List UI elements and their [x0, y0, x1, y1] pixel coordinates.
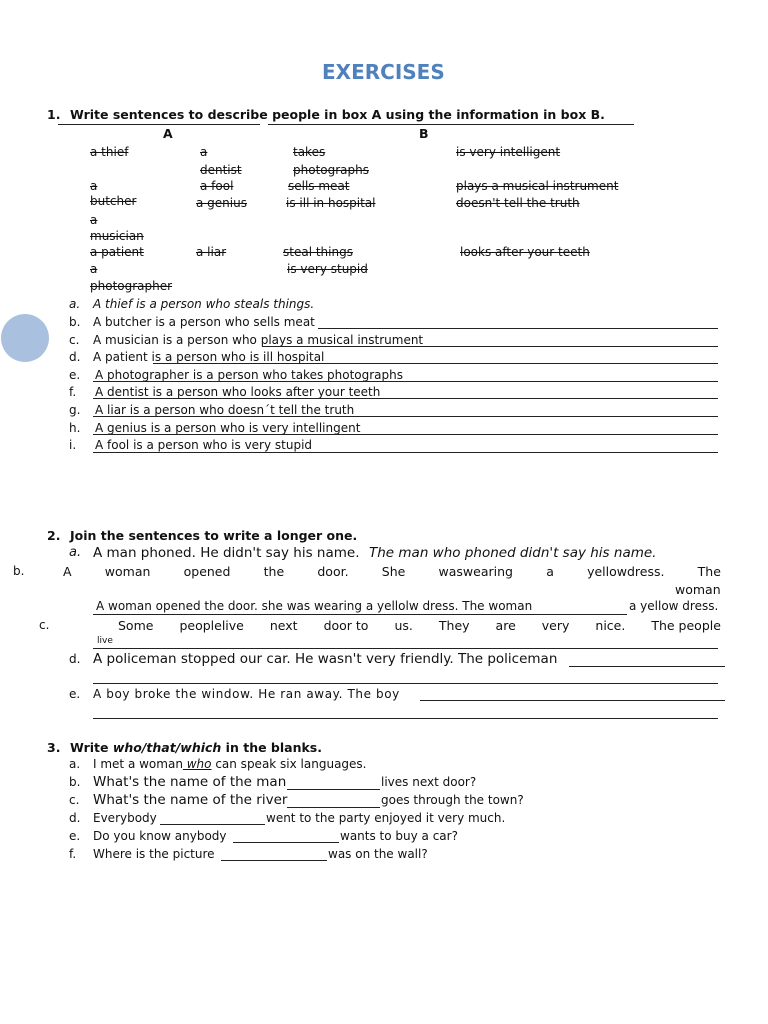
answer-line [420, 700, 725, 701]
ex3-letter: a. [69, 757, 81, 771]
box-a-word: a [90, 179, 98, 193]
answer-text: A thief is a person who steals things. [93, 297, 315, 311]
ex3-post: wants to buy a car? [340, 829, 458, 843]
answer-line [93, 683, 718, 684]
ex2-c-word: The people [651, 618, 721, 633]
box-a-word: a [90, 262, 98, 276]
answer-line [569, 666, 725, 667]
ex3-post: went to the party enjoyed it very much. [266, 811, 506, 825]
ex3-post: can speak six languages. [211, 757, 367, 771]
ex3-pre: I met a woman [93, 757, 183, 771]
box-a-word: a liar [196, 245, 227, 259]
ex3-heading [70, 740, 322, 755]
answer-letter: d. [69, 350, 81, 364]
decorative-circle [1, 314, 49, 362]
ex2-b-word: door. [317, 564, 349, 579]
ex2-b-word: She [381, 564, 406, 579]
ex3-letter: d. [69, 811, 81, 825]
box-b-phrase: plays a musical instrument [456, 179, 619, 193]
ex3-item [93, 757, 367, 771]
ex2-c-word: next [269, 618, 298, 633]
ex3-pre: Where is the picture [93, 847, 215, 861]
ex3-number: 3. [47, 740, 61, 755]
answer-line [93, 416, 718, 417]
ex2-a-letter: a. [69, 545, 82, 560]
answer-letter: h. [69, 421, 81, 435]
answer-letter: c. [69, 333, 80, 347]
ex2-b-word: a [546, 564, 554, 579]
ex2-c-word: nice. [595, 618, 626, 633]
box-a-word: a [90, 213, 98, 227]
ex2-c-word: They [438, 618, 470, 633]
answer-line [93, 398, 718, 399]
answer-line [93, 648, 718, 649]
ex2-b-word: yellowdress. [587, 564, 665, 579]
box-a-word: a thief [90, 145, 129, 159]
box-b-phrase: doesn't tell the truth [456, 196, 580, 210]
ex2-c-word: door to [323, 618, 369, 633]
ex2-b-end: woman [675, 582, 721, 597]
ex2-b-tail: a yellow dress. [629, 599, 719, 613]
ex3-heading-em: who/that/which [112, 740, 222, 755]
answer-text: A dentist is a person who looks after your teeth [95, 385, 381, 399]
ex3-post: lives next door? [381, 775, 477, 789]
ex3-letter: f. [69, 847, 77, 861]
answer-letter: i. [69, 438, 77, 452]
blank-line [287, 807, 380, 808]
answer-text: A genius is a person who is very intellingent [95, 421, 361, 435]
ex2-c-word: us. [394, 618, 413, 633]
ex2-c-letter: c. [39, 618, 50, 632]
ex3-pre: What's the name of the man [93, 774, 287, 790]
ex2-c-word: very [541, 618, 570, 633]
ex2-c-word: Some [118, 618, 154, 633]
ex3-heading-post: in the blanks. [221, 740, 322, 755]
ex2-c-small: live [97, 636, 113, 646]
ex2-b-letter: b. [13, 564, 25, 578]
box-b-phrase: steal things [283, 245, 353, 259]
answer-line [93, 614, 627, 615]
ex1-heading: Write sentences to describe people in box A using the information in box B. [70, 107, 605, 122]
page-title: EXERCISES [322, 60, 445, 84]
box-a-word: a fool [200, 179, 234, 193]
ex3-letter: c. [69, 793, 80, 807]
ex2-d-letter: d. [69, 652, 81, 666]
answer-line [93, 381, 718, 382]
ex3-post: was on the wall? [328, 847, 428, 861]
box-b-phrase: is very intelligent [456, 145, 561, 159]
box-b-phrase: is very stupid [287, 262, 368, 276]
box-a-top-line [58, 124, 260, 125]
answer-text: A fool is a person who is very stupid [95, 438, 313, 452]
box-b-phrase: looks after your teeth [460, 245, 590, 259]
box-a-word: butcher [90, 194, 137, 208]
answer-letter: g. [69, 403, 81, 417]
box-a-word: a genius [196, 196, 247, 210]
box-b-phrase: sells meat [288, 179, 350, 193]
answer-text: A photographer is a person who takes photographs [95, 368, 404, 382]
ex2-b-word: the [263, 564, 285, 579]
box-b-phrase: photographs [293, 163, 369, 177]
ex3-letter: e. [69, 829, 81, 843]
answer-line [93, 452, 718, 453]
box-a-word: a [200, 145, 208, 159]
box-a-word: a patient [90, 245, 144, 259]
ex3-pre: What's the name of the river [93, 792, 288, 808]
answer-line [153, 363, 718, 364]
ex3-fill: who [182, 757, 212, 771]
ex3-letter: b. [69, 775, 81, 789]
ex2-e-letter: e. [69, 687, 81, 701]
answer-letter: f. [69, 385, 77, 399]
blank-line [221, 860, 327, 861]
ex2-b-answer: A woman opened the door. she was wearing a yellolw dress. The woman [96, 599, 533, 613]
box-b-top-line [268, 124, 634, 125]
answer-text: A musician is a person who plays a musical instrument [93, 333, 424, 347]
ex2-e-text: A boy broke the window. He ran away. The boy [93, 687, 400, 701]
ex2-a-text: A man phoned. He didn't say his name. [93, 545, 360, 561]
ex3-pre: Everybody [93, 811, 157, 825]
answer-line [93, 434, 718, 435]
box-b-phrase: is ill in hospital [286, 196, 376, 210]
answer-line [318, 328, 718, 329]
box-b-label: B [419, 126, 429, 141]
ex2-number: 2. [47, 528, 61, 543]
ex2-c-sentence [118, 618, 721, 633]
ex2-c-word: peoplelive [179, 618, 244, 633]
ex2-heading: Join the sentences to write a longer one. [70, 528, 358, 543]
ex2-d-text: A policeman stopped our car. He wasn't very friendly. The policeman [93, 651, 558, 667]
answer-text: A patient is a person who is ill hospital [93, 350, 325, 364]
ex1-number: 1. [47, 107, 61, 122]
answer-letter: a. [69, 297, 81, 311]
answer-letter: b. [69, 315, 81, 329]
box-a-word: dentist [200, 163, 242, 177]
ex2-b-word: waswearing [438, 564, 513, 579]
ex2-b-word: The [697, 564, 721, 579]
box-a-word: photographer [90, 279, 173, 293]
ex3-heading-pre: Write [70, 740, 113, 755]
ex2-c-word: are [495, 618, 516, 633]
ex3-pre: Do you know anybody [93, 829, 227, 843]
answer-letter: e. [69, 368, 81, 382]
answer-line [93, 718, 718, 719]
answer-line [262, 346, 718, 347]
blank-line [233, 842, 339, 843]
answer-text: A liar is a person who doesn´t tell the truth [95, 403, 355, 417]
ex2-b-word: A [63, 564, 72, 579]
ex2-b-word: opened [183, 564, 231, 579]
blank-line [160, 824, 265, 825]
ex3-post: goes through the town? [381, 793, 524, 807]
box-b-phrase: takes [293, 145, 326, 159]
ex2-b-word: woman [104, 564, 151, 579]
ex2-b-sentence [63, 564, 721, 579]
blank-line [287, 789, 380, 790]
box-a-label: A [163, 126, 173, 141]
ex2-a-answer: The man who phoned didn't say his name. [369, 545, 657, 561]
answer-text: A butcher is a person who sells meat [93, 315, 315, 329]
box-a-word: musician [90, 229, 144, 243]
